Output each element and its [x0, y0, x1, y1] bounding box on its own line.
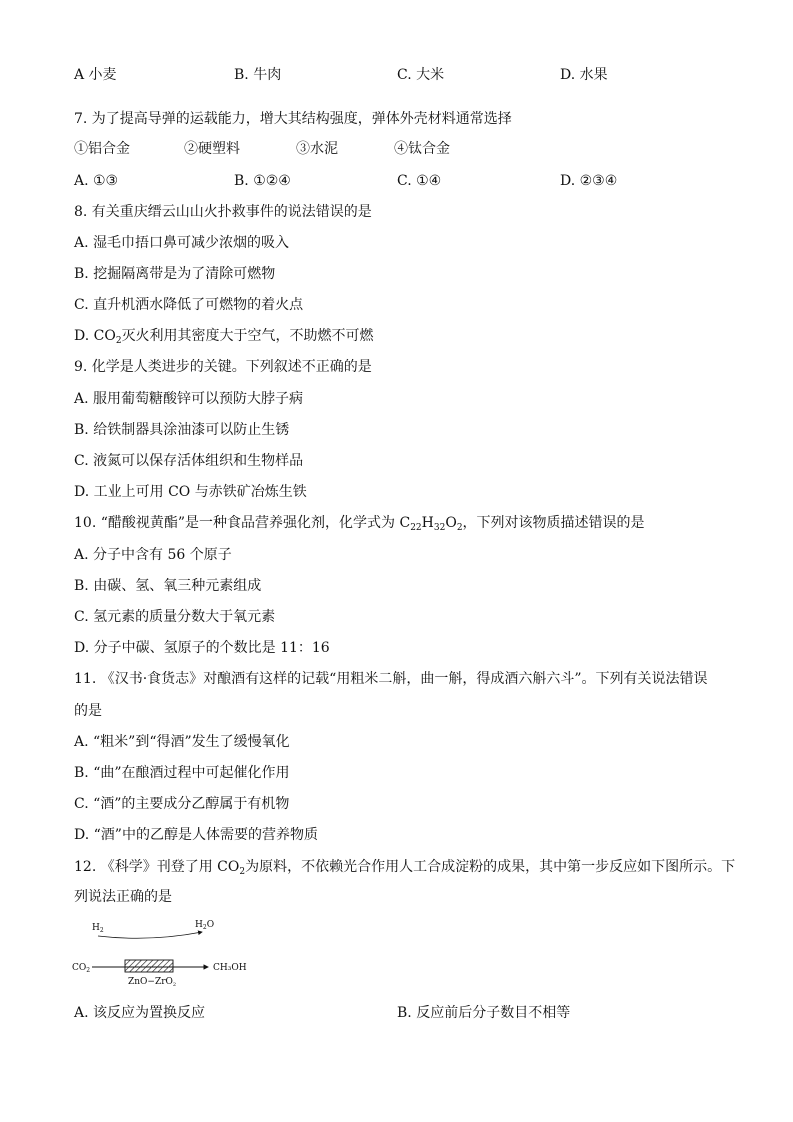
h2-label: $H_2$: [92, 923, 104, 934]
q12-option-b: B. 反应前后分子数目不相等: [397, 1005, 571, 1021]
q11-option-b: B. “曲”在酿酒过程中可起催化作用: [74, 765, 290, 781]
q8-option-a: A. 湿毛巾捂口鼻可减少浓烟的吸入: [74, 235, 290, 251]
curved-arrow: [98, 932, 202, 938]
q7-option-c: C. ①④: [397, 173, 442, 189]
q10-option-d: D. 分子中碳、氢原子的个数比是 11：16: [74, 640, 330, 656]
q6-option-b: B. 牛肉: [234, 67, 282, 83]
q7-stem: 7. 为了提高导弹的运载能力，增大其结构强度，弹体外壳材料通常选择: [74, 111, 512, 127]
q12-stem-sub: 2: [239, 867, 246, 877]
q7-option-d: D. ②③④: [560, 173, 618, 189]
q11-option-d: D. “酒”中的乙醇是人体需要的营养物质: [74, 827, 318, 843]
q6-option-d: D. 水果: [560, 67, 608, 83]
q8-stem: 8. 有关重庆缙云山山火扑救事件的说法错误的是: [74, 204, 372, 220]
q10-stem: [74, 514, 645, 532]
catalyst-box: [125, 960, 173, 972]
q8-option-d: [74, 327, 374, 345]
q11-stem-line1: 11. 《汉书·食货志》对酿酒有这样的记载“用粗米二斛，曲一斛，得成酒六斛六斗”。下列有关说法错误: [74, 671, 708, 687]
q10-o: O: [445, 515, 457, 531]
q9-option-d: D. 工业上可用 CO 与赤铁矿冶炼生铁: [74, 484, 307, 500]
q9-option-a: A. 服用葡萄糖酸锌可以预防大脖子病: [74, 391, 304, 407]
q9-option-c: C. 液氮可以保存活体组织和生物样品: [74, 453, 304, 469]
q10-stem-prefix: 10. “醋酸视黄酯”是一种食品营养强化剂，化学式为 C: [74, 515, 411, 531]
q11-option-a: A. “粗米”到“得酒”发生了缓慢氧化: [74, 734, 290, 750]
q10-h: H: [421, 515, 434, 531]
catalyst-label: ZnO−ZrO$_2$: [128, 977, 177, 988]
q10-sub-c: 22: [410, 523, 422, 533]
q12-option-a: A. 该反应为置换反应: [74, 1005, 206, 1021]
q8-d-text: 灭火利用其密度大于空气，不助燃不可燃: [121, 328, 374, 344]
q10-sub-o: 2: [456, 523, 463, 533]
q7-material-3: ③水泥: [296, 141, 338, 157]
q7-option-a: A. ①③: [74, 173, 119, 189]
q9-stem: 9. 化学是人类进步的关键。下列叙述不正确的是: [74, 359, 372, 375]
q10-option-a: A. 分子中含有 56 个原子: [74, 547, 232, 563]
co2-label: $CO_2$: [72, 963, 91, 974]
q7-material-1: ①铝合金: [74, 141, 130, 157]
q10-sub-h: 32: [433, 523, 446, 533]
q10-option-c: C. 氢元素的质量分数大于氧元素: [74, 609, 276, 625]
q8-d-prefix: D. CO: [74, 328, 116, 344]
q7-material-2: ②硬塑料: [184, 141, 240, 157]
q12-stem-suffix: 为原料，不依赖光合作用人工合成淀粉的成果，其中第一步反应如下图所示。下: [245, 859, 736, 875]
q11-option-c: C. “酒”的主要成分乙醇属于有机物: [74, 796, 290, 812]
q8-option-c: C. 直升机洒水降低了可燃物的着火点: [74, 297, 304, 313]
q10-stem-suffix: ，下列对该物质描述错误的是: [462, 515, 645, 531]
q10-option-b: B. 由碳、氢、氧三种元素组成: [74, 578, 262, 594]
product-label: CH₃OH: [213, 963, 247, 973]
q9-option-b: B. 给铁制器具涂油漆可以防止生锈: [74, 422, 290, 438]
q6-option-c: C. 大米: [397, 67, 445, 83]
reaction-diagram: [70, 918, 270, 992]
q6-option-a: A 小麦: [74, 67, 117, 83]
h2o-label: $H_2O$: [195, 920, 215, 931]
q12-stem-line1: [74, 858, 735, 876]
q7-option-b: B. ①②④: [234, 173, 291, 189]
q11-stem-line2: 的是: [74, 703, 102, 719]
q12-stem-prefix: 12. 《科学》刊登了用 CO: [74, 859, 240, 875]
q8-d-subscript: 2: [115, 336, 122, 346]
q8-option-b: B. 挖掘隔离带是为了清除可燃物: [74, 266, 276, 282]
q7-material-4: ④钛合金: [394, 141, 450, 157]
q12-stem-line2: 列说法正确的是: [74, 889, 172, 905]
